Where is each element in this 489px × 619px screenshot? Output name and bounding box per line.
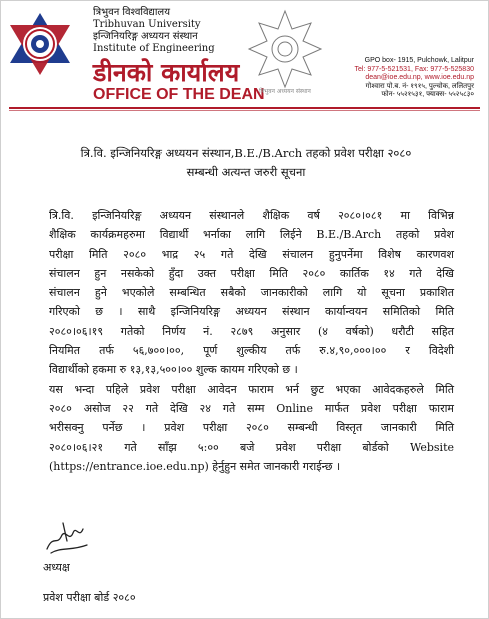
office-star-seal [245, 9, 325, 95]
board-name: प्रवेश परीक्षा बोर्ड २०८० [43, 591, 136, 604]
notice-body [49, 206, 454, 476]
body-line: संचालन हुने भएकोले सम्बन्धित सबैको जानकारीको लागि यो सूचना प्रकाशित [49, 286, 454, 300]
body-line: २०८०।०६।२१ गते साँझ ५:०० बजे प्रवेश परीक्षा बोर्डको Website [49, 440, 454, 454]
body-line: नियमित तर्फ ५६,७००।००, पूर्ण शुल्कीय तर्फ रु.४,९०,०००।०० र विदेशी [49, 344, 454, 358]
body-line: २०८०।०६।१९ गतेको निर्णय नं. २८७९ अनुसार (४ वर्षको) धरौटी सहित [49, 324, 454, 338]
institution-names [93, 7, 263, 55]
body-line: परीक्षा मिति २०८० भाद्र २५ गते देखि संचालन हुनुपर्नेमा विशेष कारणवश [49, 247, 454, 261]
contact-phone-np: फोन- ५५२१५३१, फ्याक्स- ५५२५८३० [381, 91, 474, 99]
header-divider-thin [9, 110, 480, 111]
seal-text: त्रिभुवन अध्ययन संस्थान [259, 88, 311, 95]
notice-title-line1: त्रि.वि. इन्जिनियरिङ्ग अध्ययन संस्थान,B.E./B.Arch तहको प्रवेश परीक्षा २०८० [80, 146, 412, 160]
contact-address-np: गोश्वारा पो.ब. नं- १९१५, पुल्चोक, ललितपुर [365, 82, 474, 90]
office-name-en: OFFICE OF THE DEAN [93, 86, 265, 103]
body-line: विद्यार्थीको हकमा रु १३,१३,५००।०० शुल्क कायम गरिएको छ । [49, 363, 298, 377]
header-divider [9, 107, 480, 109]
contact-block [314, 57, 474, 100]
university-name-en: Tribhuvan University [93, 19, 201, 30]
contact-email-web: dean@ioe.edu.np, www.ioe.edu.np [365, 74, 474, 82]
contact-phone: Tel: 977-5-521531, Fax: 977-5-525830 [354, 65, 474, 73]
office-name-np: डीनको कार्यालय [93, 58, 240, 87]
institute-name-np: इन्जिनियरिङ्ग अध्ययन संस्थान [93, 31, 198, 42]
body-line: (https://entrance.ioe.edu.np) हेर्नुहुन समेत जानकारी गराईन्छ । [49, 459, 341, 473]
body-line: त्रि.वि. इन्जिनियरिङ्ग अध्ययन संस्थानले शैक्षिक वर्ष २०८०।०८१ मा विभिन्न [49, 209, 454, 222]
body-line: गरिएको छ । साथै इन्जिनियरिङ्ग अध्ययन संस्थान कार्यान्वयन समितिको मिति [49, 305, 454, 319]
signer-role: अध्यक्ष [43, 561, 70, 574]
institute-name-en: Institute of Engineering [93, 43, 215, 54]
body-line: यस भन्दा पहिले प्रवेश परीक्षा आवेदन फाराम भर्न छुट भएका आवेदकहरुले मिति [49, 382, 454, 396]
body-line: भरीसक्नु पर्नेछ । प्रवेश परीक्षा २०८० सम्बन्धी विस्तृत जानकारी मिति [49, 421, 454, 435]
tribhuvan-university-logo [7, 11, 73, 77]
body-line: संचालन हुन नसकेको हुँदा उक्त परीक्षा मिति २०८० कार्तिक १४ गते देखि [49, 266, 454, 280]
contact-address: GPO box- 1915, Pulchowk, Lalitpur [364, 57, 474, 64]
notice-title-line2: सम्बन्धी अत्यन्त जरुरी सूचना [186, 165, 306, 179]
university-name-np: त्रिभुवन विश्वविद्यालय [93, 7, 171, 18]
body-line: २०८० असोज २२ गते देखि २४ गते सम्म Online मार्फत प्रवेश परीक्षा फाराम [49, 401, 454, 415]
body-line: शैक्षिक कार्यक्रमहरुमा विद्यार्थी भर्नाका लागि लिईने B.E./B.Arch तहको प्रवेश [49, 228, 454, 242]
signature [43, 515, 91, 559]
